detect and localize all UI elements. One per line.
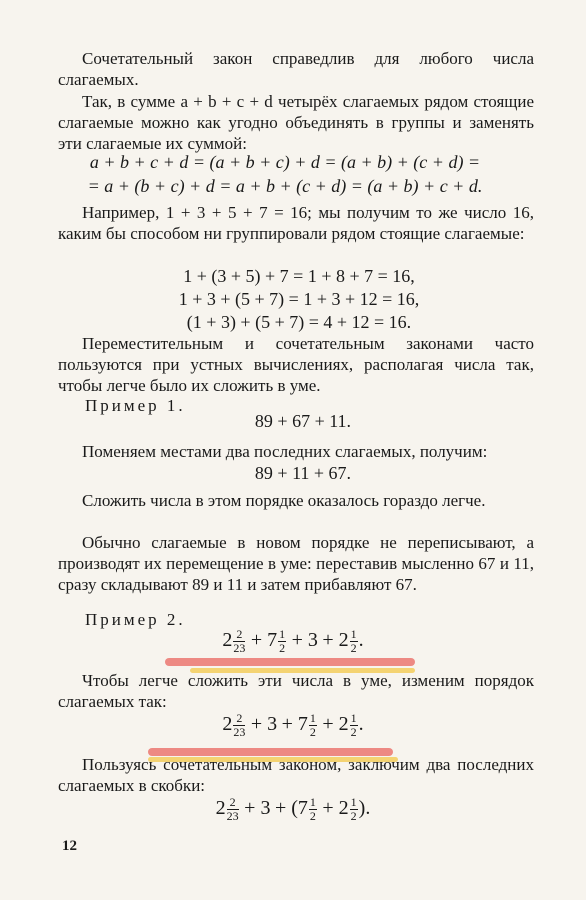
formula-grouping-3: (1 + 3) + (5 + 7) = 4 + 12 = 16. — [186, 312, 412, 332]
page-number: 12 — [62, 838, 77, 854]
formula-swapped: 89 + 11 + 67. — [254, 463, 352, 483]
fraction: $\frac{1}{2}$ — [350, 711, 357, 740]
formula-reordered: 2 $\frac{2}{23}$ + 3 + 7 $\frac{1}{2}$ + 2 $\frac{1}{2}$ . — [222, 711, 364, 740]
paragraph-mental-calc: Переместительным и сочетательным законами часто пользуются при устных вычислениях, располагая числа так, чтобы легче было их сложить в уме. — [58, 334, 534, 395]
paragraph-swap: Поменяем местами два последних слагаемых, получим: — [82, 442, 488, 461]
paragraph-sum-example: Так, в сумме a + b + c + d четырёх слагаемых рядом стоящие слагаемые можно как угодно объединять в группы и заменять эти слагаемые их суммой: — [58, 92, 534, 153]
fraction: $\frac{2}{23}$ — [233, 627, 246, 656]
example-1-label: Пример 1. — [85, 396, 186, 415]
fraction: $\frac{1}{2}$ — [279, 627, 286, 656]
paragraph-usual-order: Обычно слагаемые в новом порядке не переписывают, а производят их перемещение в уме: переставив мысленно 67 и 11, сразу складывают 89 и 11 и затем прибавляют 67. — [58, 533, 534, 594]
fraction: $\frac{1}{2}$ — [350, 795, 357, 824]
formula-grouping-2: 1 + 3 + (5 + 7) = 1 + 3 + 12 = 16, — [178, 289, 420, 309]
paragraph-brackets: Пользуясь сочетательным законом, заключим два последних слагаемых в скобки: — [58, 755, 534, 795]
fraction: $\frac{1}{2}$ — [309, 711, 316, 740]
example-2-label: Пример 2. — [85, 610, 186, 629]
fraction: $\frac{1}{2}$ — [350, 627, 357, 656]
paragraph-associative-law: Сочетательный закон справедлив для любого числа слагаемых. — [58, 49, 534, 89]
formula-bracketed: 2 $\frac{2}{23}$ + 3 + (7 $\frac{1}{2}$ + 2 $\frac{1}{2}$ ). — [215, 795, 371, 824]
whole-number: 2 — [222, 629, 233, 651]
fraction: $\frac{2}{23}$ — [233, 711, 246, 740]
red-highlight-mark — [165, 658, 415, 666]
formula-example-1: 89 + 67 + 11. — [254, 411, 352, 431]
paragraph-reorder: Чтобы легче сложить эти числа в уме, изменим порядок слагаемых так: — [58, 671, 534, 711]
formula-line-1: a + b + c + d = (a + b + c) + d = (a + b) + (c + d) = — [89, 152, 481, 172]
fraction: $\frac{1}{2}$ — [309, 795, 316, 824]
paragraph-numeric-example: Например, 1 + 3 + 5 + 7 = 16; мы получим то же число 16, каким бы способом ни группировали рядом стоящие слагаемые: — [58, 203, 534, 243]
formula-line-2: = a + (b + c) + d = a + b + (c + d) = (a + b) + c + d. — [87, 176, 483, 196]
fraction: $\frac{2}{23}$ — [226, 795, 239, 824]
paragraph-easier: Сложить числа в этом порядке оказалось гораздо легче. — [82, 491, 486, 510]
formula-example-2: 2 $\frac{2}{23}$ + 7 $\frac{1}{2}$ + 3 + 2 $\frac{1}{2}$ . — [222, 627, 364, 656]
formula-grouping-1: 1 + (3 + 5) + 7 = 1 + 8 + 7 = 16, — [183, 266, 415, 286]
